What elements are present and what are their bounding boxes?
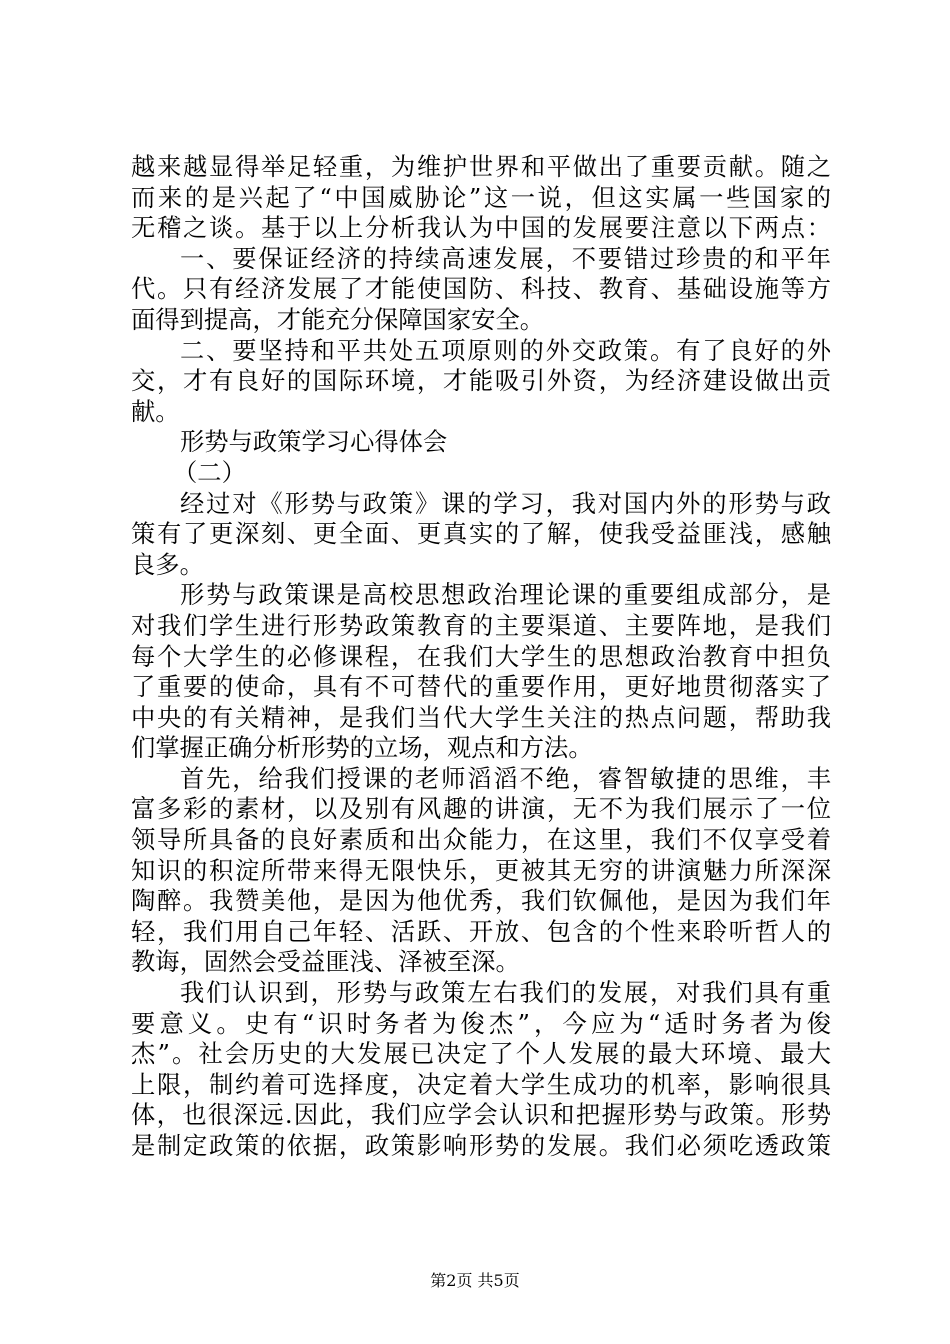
text-line: 上限，制约着可选择度，决定着大学生成功的机率，影响很具 [131, 1069, 831, 1099]
document-body [131, 152, 831, 1162]
text-line: 是制定政策的依据，政策影响形势的发展。我们必须吃透政策 [131, 1131, 831, 1160]
section-heading: 形势与政策学习心得体会 [180, 427, 448, 457]
text-line: 杰”。社会历史的大发展已决定了个人发展的最大环境、最大 [131, 1039, 831, 1069]
text-line: 们掌握正确分析形势的立场，观点和方法。 [131, 733, 593, 763]
text-line: 形势与政策课是高校思想政治理论课的重要组成部分，是 [180, 580, 831, 610]
text-line: 体，也很深远.因此，我们应学会认识和把握形势与政策。形势 [131, 1100, 831, 1130]
text-line: 二、要坚持和平共处五项原则的外交政策。有了良好的外 [180, 335, 831, 365]
text-line: 献。 [131, 396, 180, 426]
text-line: 要意义。史有“识时务者为俊杰”，今应为“适时务者为俊 [131, 1008, 831, 1038]
text-line: 越来越显得举足轻重，为维护世界和平做出了重要贡献。随之 [131, 152, 831, 181]
text-line: 而来的是兴起了“中国威胁论”这一说，但这实属一些国家的 [131, 182, 831, 212]
section-subheading: （二） [173, 457, 246, 487]
text-line: 策有了更深刻、更全面、更真实的了解，使我受益匪浅，感触 [131, 519, 831, 549]
text-line: 教诲，固然会受益匪浅、泽被至深。 [131, 947, 520, 977]
text-line: 良多。 [131, 549, 204, 579]
text-line: 了重要的使命，具有不可替代的重要作用，更好地贯彻落实了 [131, 672, 831, 702]
text-line: 面得到提高，才能充分保障国家安全。 [131, 304, 545, 334]
text-line: 无稽之谈。基于以上分析我认为中国的发展要注意以下两点： [131, 213, 831, 243]
page-footer: 第2页 共5页 [430, 1271, 520, 1290]
text-line: 经过对《形势与政策》课的学习，我对国内外的形势与政 [180, 488, 831, 518]
text-line: 知识的积淀所带来得无限快乐，更被其无穷的讲演魅力所深深 [131, 855, 831, 885]
text-line: 对我们学生进行形势政策教育的主要渠道、主要阵地，是我们 [131, 610, 831, 640]
text-line: 中央的有关精神，是我们当代大学生关注的热点问题，帮助我 [131, 702, 831, 732]
text-line: 代。只有经济发展了才能使国防、科技、教育、基础设施等方 [131, 274, 831, 304]
text-line: 一、要保证经济的持续高速发展，不要错过珍贵的和平年 [180, 243, 831, 273]
text-line: 每个大学生的必修课程，在我们大学生的思想政治教育中担负 [131, 641, 831, 671]
text-line: 领导所具备的良好素质和出众能力，在这里，我们不仅享受着 [131, 825, 831, 855]
text-line: 富多彩的素材，以及别有风趣的讲演，无不为我们展示了一位 [131, 794, 831, 824]
text-line: 首先，给我们授课的老师滔滔不绝，睿智敏捷的思维，丰 [180, 763, 831, 793]
text-line: 轻，我们用自己年轻、活跃、开放、包含的个性来聆听哲人的 [131, 916, 831, 946]
text-line: 我们认识到，形势与政策左右我们的发展，对我们具有重 [180, 978, 831, 1008]
text-line: 陶醉。我赞美他，是因为他优秀，我们钦佩他，是因为我们年 [131, 886, 831, 916]
text-line: 交，才有良好的国际环境，才能吸引外资，为经济建设做出贡 [131, 366, 831, 396]
